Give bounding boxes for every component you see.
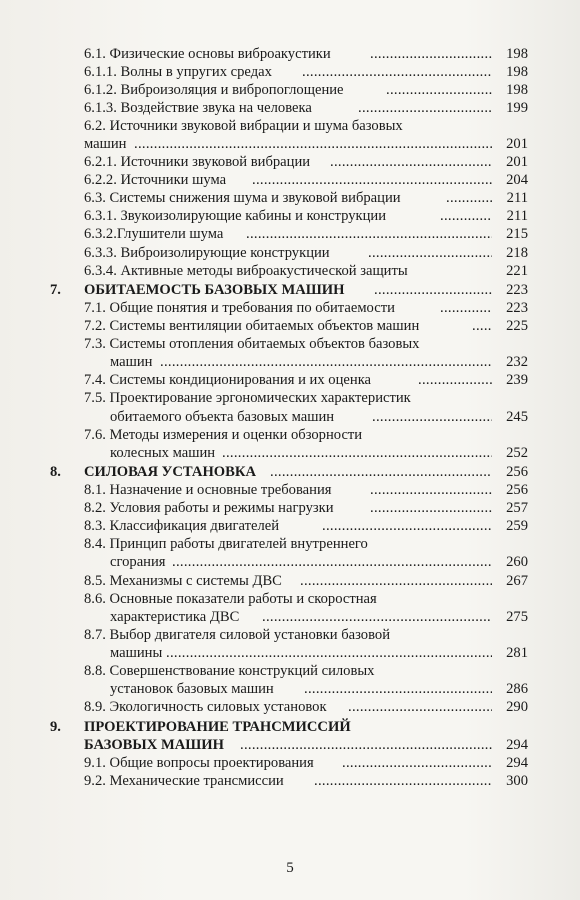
page-number: 5 (286, 860, 294, 876)
toc-entry-page: 198 (506, 46, 528, 63)
chapter-number: 8. (50, 464, 61, 481)
toc-entry (0, 571, 580, 591)
dot-leader (300, 571, 492, 591)
toc-entry-page: 198 (506, 64, 528, 81)
toc-entry (0, 498, 580, 518)
dot-leader (370, 498, 492, 518)
toc-entry-title: 6.2.2. Источники шума (84, 172, 227, 189)
toc-entry-title: 6.1.3. Воздействие звука на человека (84, 100, 312, 117)
toc-entry-page: 256 (506, 482, 528, 499)
toc-entry (0, 152, 580, 172)
toc-entry (0, 370, 580, 390)
toc-entry-page: 198 (506, 82, 528, 99)
dot-leader (348, 697, 492, 717)
dot-leader (222, 443, 492, 463)
dot-leader (440, 206, 492, 226)
toc-entry (0, 661, 580, 681)
toc-entry-page: 259 (506, 518, 528, 535)
dot-leader (134, 134, 492, 154)
toc-chapter-title: ПРОЕКТИРОВАНИЕ ТРАНСМИССИЙ (84, 718, 351, 735)
dot-leader (240, 735, 492, 755)
toc-entry (0, 425, 580, 445)
toc-entry-page: 281 (506, 644, 528, 661)
toc-entry-continuation (0, 352, 580, 372)
toc-entry-title: 6.2.1. Источники звуковой вибрации (84, 154, 311, 171)
toc-entry (0, 116, 580, 136)
toc-entry-page: 260 (506, 554, 528, 571)
dot-leader (314, 771, 492, 791)
dot-leader (370, 480, 492, 500)
dot-leader (166, 643, 492, 663)
toc-entry-title: 7.4. Системы кондиционирования и их оценка (84, 372, 372, 389)
toc-entry-page: 204 (506, 172, 528, 189)
toc-entry (0, 224, 580, 244)
toc-entry-continuation (0, 443, 580, 463)
toc-entry (0, 98, 580, 118)
toc-entry-title: 7.6. Методы измерения и оценки обзорности (84, 426, 363, 443)
toc-entry-page: 256 (506, 464, 528, 481)
toc-entry-page: 223 (506, 300, 528, 317)
toc-entry-continuation (0, 407, 580, 427)
toc-entry-title-cont: характеристика ДВС (110, 608, 240, 625)
toc-entry-title: 6.1.2. Виброизоляция и вибропоглощение (84, 82, 344, 99)
dot-leader (472, 316, 492, 336)
toc-entry (0, 170, 580, 190)
toc-entry (0, 188, 580, 208)
toc-entry (0, 625, 580, 645)
toc-entry-page: 245 (506, 408, 528, 425)
dot-leader (446, 188, 492, 208)
toc-entry (0, 516, 580, 536)
toc-entry-page: 294 (506, 736, 528, 753)
toc-entry-title: 6.3. Системы снижения шума и звуковой вибрации (84, 190, 401, 207)
toc-entry-title: 6.3.2.Глушители шума (84, 226, 224, 243)
toc-entry-page: 211 (506, 190, 528, 207)
dot-leader (246, 224, 492, 244)
toc-entry-title: 6.1.1. Волны в упругих средах (84, 64, 272, 81)
toc-entry (0, 697, 580, 717)
toc-entry-title: 9.1. Общие вопросы проектирования (84, 754, 314, 771)
toc-entry-page: 252 (506, 444, 528, 461)
toc-entry-continuation (0, 679, 580, 699)
chapter-number: 7. (50, 282, 61, 299)
toc-entry-page: 223 (506, 282, 528, 299)
toc-entry (0, 62, 580, 82)
toc-entry-page: 232 (506, 354, 528, 371)
toc-entry-title: 8.1. Назначение и основные требования (84, 482, 332, 499)
toc-entry (0, 243, 580, 263)
toc-entry-title-cont: машин (84, 136, 127, 153)
toc-entry-continuation (0, 552, 580, 572)
toc-entry-title: 9.2. Механические трансмиссии (84, 772, 284, 789)
dot-leader (372, 407, 492, 427)
toc-entry-title-cont: сгорания (110, 554, 166, 571)
toc-entry-page: 201 (506, 154, 528, 171)
toc-entry-title: 8.2. Условия работы и режимы нагрузки (84, 500, 334, 517)
dot-leader (172, 552, 492, 572)
toc-entry-title: 8.7. Выбор двигателя силовой установки базовой (84, 626, 390, 643)
toc-entry-page: 257 (506, 500, 528, 517)
toc-entry (0, 44, 580, 64)
dot-leader (160, 352, 492, 372)
toc-entry-title: 6.3.4. Активные методы виброакустической защиты (84, 262, 408, 279)
toc-entry-continuation (0, 134, 580, 154)
toc-entry (0, 388, 580, 408)
toc-entry-title: 8.9. Экологичность силовых установок (84, 698, 327, 715)
dot-leader (304, 679, 492, 699)
toc-entry (0, 480, 580, 500)
toc-entry-title: 7.1. Общие понятия и требования по обитаемости (84, 300, 395, 317)
toc-entry-page: 290 (506, 698, 528, 715)
toc-entry (0, 534, 580, 554)
toc-chapter-title: БАЗОВЫХ МАШИН (84, 736, 224, 753)
toc-entry (0, 753, 580, 773)
toc-entry-page: 215 (506, 226, 528, 243)
toc-entry-title: 7.2. Системы вентиляции обитаемых объектов машин (84, 318, 420, 335)
toc-entry-page: 211 (506, 208, 528, 225)
toc-chapter (0, 462, 580, 482)
toc-entry-title-cont: обитаемого объекта базовых машин (110, 408, 335, 425)
toc-entry-page: 239 (506, 372, 528, 389)
toc-chapter (0, 280, 580, 300)
toc-entry-title: 6.3.3. Виброизолирующие конструкции (84, 244, 330, 261)
toc-entry (0, 80, 580, 100)
toc-chapter (0, 717, 580, 737)
toc-entry (0, 334, 580, 354)
toc-entry (0, 261, 580, 281)
dot-leader (302, 62, 492, 82)
toc-entry-title: 7.3. Системы отопления обитаемых объектов базовых (84, 336, 420, 353)
dot-leader (368, 243, 492, 263)
toc-entry-title: 7.5. Проектирование эргономических характеристик (84, 390, 411, 407)
dot-leader (262, 607, 492, 627)
toc-entry (0, 206, 580, 226)
toc-entry (0, 298, 580, 318)
toc-entry-title-cont: установок базовых машин (110, 680, 274, 697)
toc-entry (0, 589, 580, 609)
toc-entry-page: 221 (506, 262, 528, 279)
toc-entry-page: 267 (506, 572, 528, 589)
toc-entry (0, 771, 580, 791)
dot-leader (342, 753, 492, 773)
toc-entry-title-cont: машин (110, 354, 153, 371)
toc-entry-page: 218 (506, 244, 528, 261)
dot-leader (252, 170, 492, 190)
toc-chapter-title: ОБИТАЕМОСТЬ БАЗОВЫХ МАШИН (84, 282, 345, 299)
toc-entry-page: 225 (506, 318, 528, 335)
toc-entry-page: 294 (506, 754, 528, 771)
toc-entry-title: 6.3.1. Звукоизолирующие кабины и конструкции (84, 208, 387, 225)
toc-chapter-title: СИЛОВАЯ УСТАНОВКА (84, 464, 257, 481)
toc-entry-title: 8.5. Механизмы с системы ДВС (84, 572, 282, 589)
toc-entry-title: 8.4. Принцип работы двигателей внутреннего (84, 536, 368, 553)
toc-entry-title: 6.2. Источники звуковой вибрации и шума базовых (84, 118, 403, 135)
toc-entry-title: 8.3. Классификация двигателей (84, 518, 280, 535)
toc-entry-title: 8.8. Совершенствование конструкций силовых (84, 662, 375, 679)
dot-leader (358, 98, 492, 118)
toc-entry-title: 8.6. Основные показатели работы и скоростная (84, 590, 377, 607)
toc-entry-page: 199 (506, 100, 528, 117)
dot-leader (440, 298, 492, 318)
toc-entry-continuation (0, 607, 580, 627)
toc-entry-title-cont: машины (110, 644, 163, 661)
dot-leader (330, 152, 492, 172)
dot-leader (322, 516, 492, 536)
toc-entry (0, 316, 580, 336)
dot-leader (270, 462, 492, 482)
toc-entry-title: 6.1. Физические основы виброакустики (84, 46, 331, 63)
dot-leader (386, 80, 492, 100)
toc-chapter-continuation (0, 735, 580, 755)
dot-leader (374, 280, 492, 300)
toc-entry-page: 300 (506, 772, 528, 789)
toc-entry-page: 286 (506, 680, 528, 697)
toc-entry-page: 201 (506, 136, 528, 153)
toc-entry-page: 275 (506, 608, 528, 625)
dot-leader (418, 370, 492, 390)
chapter-number: 9. (50, 718, 61, 735)
toc-entry-continuation (0, 643, 580, 663)
toc-entry-title-cont: колесных машин (110, 444, 216, 461)
dot-leader (370, 44, 492, 64)
